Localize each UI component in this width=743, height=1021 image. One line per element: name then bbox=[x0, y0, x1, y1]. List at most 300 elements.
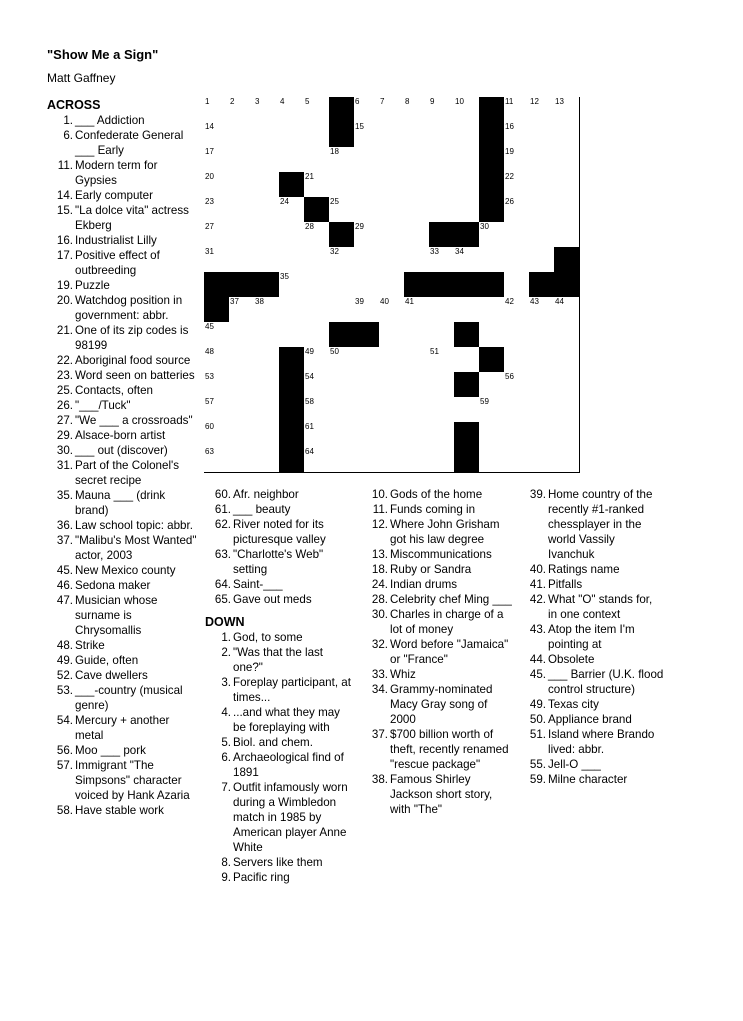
clue-number: 62. bbox=[214, 518, 231, 531]
grid-cell[interactable] bbox=[504, 147, 530, 173]
grid-cell[interactable] bbox=[429, 147, 455, 173]
grid-cell[interactable] bbox=[429, 322, 455, 348]
grid-cell[interactable] bbox=[254, 172, 280, 198]
grid-cell[interactable] bbox=[529, 397, 555, 423]
grid-cell[interactable] bbox=[254, 222, 280, 248]
clue-text: God, to some bbox=[233, 631, 303, 644]
grid-cell[interactable] bbox=[429, 422, 455, 448]
clue-number: 13. bbox=[371, 548, 388, 561]
grid-cell[interactable] bbox=[279, 122, 305, 148]
grid-cell[interactable] bbox=[454, 97, 480, 123]
grid-cell[interactable] bbox=[429, 122, 455, 148]
grid-cell[interactable] bbox=[304, 272, 330, 298]
grid-cell[interactable] bbox=[254, 372, 280, 398]
grid-cell[interactable] bbox=[529, 97, 555, 123]
clue-number: 42. bbox=[529, 593, 546, 606]
grid-cell[interactable] bbox=[429, 197, 455, 223]
grid-cell[interactable] bbox=[229, 97, 255, 123]
down-clue bbox=[362, 562, 514, 577]
grid-cell[interactable] bbox=[479, 322, 505, 348]
grid-cell[interactable] bbox=[554, 447, 580, 473]
cell-number: 57 bbox=[205, 397, 214, 406]
grid-cell[interactable] bbox=[529, 172, 555, 198]
clue-number: 11. bbox=[372, 503, 388, 516]
clue-text: ...and what they may be foreplaying with bbox=[233, 706, 340, 734]
grid-cell[interactable] bbox=[529, 347, 555, 373]
clue-text: Pitfalls bbox=[548, 578, 583, 591]
grid-cell[interactable] bbox=[304, 97, 330, 123]
grid-cell[interactable] bbox=[529, 322, 555, 348]
grid-cell[interactable] bbox=[354, 172, 380, 198]
grid-cell[interactable] bbox=[454, 147, 480, 173]
cell-number: 51 bbox=[430, 347, 439, 356]
clue-number: 47. bbox=[56, 594, 73, 607]
grid-cell[interactable] bbox=[479, 397, 505, 423]
across-clue bbox=[47, 533, 197, 563]
grid-cell[interactable] bbox=[554, 197, 580, 223]
grid-cell[interactable] bbox=[204, 397, 230, 423]
grid-cell[interactable] bbox=[329, 197, 355, 223]
grid-cell[interactable] bbox=[479, 422, 505, 448]
grid-cell[interactable] bbox=[329, 297, 355, 323]
grid-cell[interactable] bbox=[479, 297, 505, 323]
grid-cell[interactable] bbox=[304, 297, 330, 323]
grid-cell[interactable] bbox=[554, 347, 580, 373]
grid-cell[interactable] bbox=[354, 447, 380, 473]
grid-cell[interactable] bbox=[554, 297, 580, 323]
grid-cell[interactable] bbox=[329, 422, 355, 448]
across-clue bbox=[47, 113, 197, 128]
clue-text: Grammy-nominated Macy Gray song of 2000 bbox=[390, 683, 493, 726]
grid-cell[interactable] bbox=[204, 247, 230, 273]
grid-cell[interactable] bbox=[404, 247, 430, 273]
grid-cell[interactable] bbox=[429, 172, 455, 198]
grid-cell[interactable] bbox=[204, 172, 230, 198]
across-clue bbox=[47, 683, 197, 713]
grid-cell[interactable] bbox=[304, 172, 330, 198]
grid-cell[interactable] bbox=[554, 222, 580, 248]
grid-cell[interactable] bbox=[354, 397, 380, 423]
across-clue bbox=[47, 128, 197, 158]
grid-cell[interactable] bbox=[404, 372, 430, 398]
down-clue bbox=[205, 645, 355, 675]
grid-cell[interactable] bbox=[379, 122, 405, 148]
cell-number: 50 bbox=[330, 347, 339, 356]
grid-cell[interactable] bbox=[454, 197, 480, 223]
grid-cell[interactable] bbox=[229, 247, 255, 273]
grid-cell[interactable] bbox=[304, 422, 330, 448]
grid-cell[interactable] bbox=[354, 422, 380, 448]
clue-number: 15. bbox=[56, 204, 73, 217]
black-square bbox=[329, 322, 355, 348]
grid-cell[interactable] bbox=[204, 347, 230, 373]
grid-cell[interactable] bbox=[329, 147, 355, 173]
across-clue bbox=[47, 563, 197, 578]
grid-cell[interactable] bbox=[379, 397, 405, 423]
clue-number: 39. bbox=[529, 488, 546, 501]
clue-number: 40. bbox=[529, 563, 546, 576]
grid-cell[interactable] bbox=[404, 122, 430, 148]
grid-cell[interactable] bbox=[554, 397, 580, 423]
grid-cell[interactable] bbox=[454, 172, 480, 198]
grid-cell[interactable] bbox=[554, 372, 580, 398]
grid-cell[interactable] bbox=[554, 147, 580, 173]
grid-cell[interactable] bbox=[429, 247, 455, 273]
grid-cell[interactable] bbox=[504, 197, 530, 223]
cell-number: 24 bbox=[280, 197, 289, 206]
grid-cell[interactable] bbox=[279, 197, 305, 223]
grid-cell[interactable] bbox=[454, 122, 480, 148]
grid-cell[interactable] bbox=[504, 347, 530, 373]
grid-cell[interactable] bbox=[304, 447, 330, 473]
grid-cell[interactable] bbox=[204, 372, 230, 398]
clue-number: 24. bbox=[371, 578, 388, 591]
grid-cell[interactable] bbox=[479, 222, 505, 248]
grid-cell[interactable] bbox=[529, 447, 555, 473]
clue-text: Servers like them bbox=[233, 856, 323, 869]
across-clue bbox=[205, 517, 355, 547]
grid-cell[interactable] bbox=[404, 397, 430, 423]
grid-cell[interactable] bbox=[454, 397, 480, 423]
clue-text: Biol. and chem. bbox=[233, 736, 313, 749]
grid-cell[interactable] bbox=[229, 222, 255, 248]
clue-text: Indian drums bbox=[390, 578, 458, 591]
down-clue bbox=[520, 712, 664, 727]
grid-cell[interactable] bbox=[354, 372, 380, 398]
grid-cell[interactable] bbox=[304, 247, 330, 273]
across-clue bbox=[47, 638, 197, 653]
grid-cell[interactable] bbox=[529, 147, 555, 173]
grid-cell[interactable] bbox=[379, 197, 405, 223]
down-clue bbox=[205, 735, 355, 750]
grid-cell[interactable] bbox=[229, 297, 255, 323]
grid-cell[interactable] bbox=[229, 422, 255, 448]
grid-cell[interactable] bbox=[504, 247, 530, 273]
grid-cell[interactable] bbox=[279, 297, 305, 323]
clue-text: Jell-O ___ bbox=[548, 758, 601, 771]
down-clue bbox=[520, 757, 664, 772]
grid-cell[interactable] bbox=[529, 297, 555, 323]
grid-cell[interactable] bbox=[229, 147, 255, 173]
grid-cell[interactable] bbox=[354, 272, 380, 298]
down-clue bbox=[520, 592, 664, 622]
grid-cell[interactable] bbox=[279, 272, 305, 298]
grid-cell[interactable] bbox=[554, 97, 580, 123]
grid-cell[interactable] bbox=[204, 122, 230, 148]
grid-cell[interactable] bbox=[329, 272, 355, 298]
clue-text: Mercury + another metal bbox=[75, 714, 170, 742]
grid-cell[interactable] bbox=[229, 122, 255, 148]
clue-number: 32. bbox=[371, 638, 388, 651]
grid-cell[interactable] bbox=[379, 347, 405, 373]
grid-cell[interactable] bbox=[429, 97, 455, 123]
grid-cell[interactable] bbox=[229, 372, 255, 398]
clue-text: Ratings name bbox=[548, 563, 620, 576]
grid-cell[interactable] bbox=[479, 447, 505, 473]
grid-cell[interactable] bbox=[504, 97, 530, 123]
grid-cell[interactable] bbox=[379, 97, 405, 123]
grid-cell[interactable] bbox=[454, 347, 480, 373]
grid-cell[interactable] bbox=[229, 322, 255, 348]
down-clue bbox=[520, 667, 664, 697]
grid-cell[interactable] bbox=[554, 172, 580, 198]
cell-number: 19 bbox=[505, 147, 514, 156]
grid-cell[interactable] bbox=[529, 197, 555, 223]
grid-cell[interactable] bbox=[404, 322, 430, 348]
down-clue bbox=[520, 697, 664, 712]
cell-number: 42 bbox=[505, 297, 514, 306]
clue-text: $700 billion worth of theft, recently renamed "rescue package" bbox=[390, 728, 509, 771]
grid-cell[interactable] bbox=[229, 197, 255, 223]
grid-cell[interactable] bbox=[304, 397, 330, 423]
cell-number: 3 bbox=[255, 97, 260, 106]
grid-cell[interactable] bbox=[529, 372, 555, 398]
grid-cell[interactable] bbox=[379, 297, 405, 323]
clue-number: 23. bbox=[56, 369, 73, 382]
grid-cell[interactable] bbox=[304, 222, 330, 248]
grid-cell[interactable] bbox=[329, 247, 355, 273]
cell-number: 4 bbox=[280, 97, 285, 106]
grid-cell[interactable] bbox=[304, 347, 330, 373]
puzzle-title: "Show Me a Sign" bbox=[47, 47, 159, 62]
cell-number: 1 bbox=[205, 97, 210, 106]
grid-cell[interactable] bbox=[404, 222, 430, 248]
grid-cell[interactable] bbox=[404, 297, 430, 323]
grid-cell[interactable] bbox=[204, 322, 230, 348]
cell-number: 41 bbox=[405, 297, 414, 306]
grid-cell[interactable] bbox=[254, 297, 280, 323]
black-square bbox=[229, 272, 255, 298]
clue-number: 37. bbox=[371, 728, 388, 741]
clue-number: 65. bbox=[214, 593, 231, 606]
clue-text: Strike bbox=[75, 639, 105, 652]
across-clue bbox=[47, 653, 197, 668]
black-square bbox=[454, 447, 480, 473]
grid-cell[interactable] bbox=[529, 422, 555, 448]
grid-cell[interactable] bbox=[254, 197, 280, 223]
clue-number: 38. bbox=[371, 773, 388, 786]
grid-cell[interactable] bbox=[504, 272, 530, 298]
grid-cell[interactable] bbox=[254, 422, 280, 448]
cell-number: 23 bbox=[205, 197, 214, 206]
grid-cell[interactable] bbox=[354, 297, 380, 323]
down-clue bbox=[205, 855, 355, 870]
grid-cell[interactable] bbox=[479, 372, 505, 398]
clue-text: Guide, often bbox=[75, 654, 139, 667]
grid-cell[interactable] bbox=[279, 147, 305, 173]
grid-cell[interactable] bbox=[504, 372, 530, 398]
grid-cell[interactable] bbox=[354, 122, 380, 148]
grid-cell[interactable] bbox=[554, 122, 580, 148]
grid-cell[interactable] bbox=[354, 97, 380, 123]
down-clue bbox=[362, 577, 514, 592]
grid-cell[interactable] bbox=[229, 447, 255, 473]
clue-number: 31. bbox=[56, 459, 73, 472]
grid-cell[interactable] bbox=[429, 372, 455, 398]
grid-cell[interactable] bbox=[254, 347, 280, 373]
grid-cell[interactable] bbox=[379, 172, 405, 198]
grid-cell[interactable] bbox=[504, 447, 530, 473]
clue-number: 8. bbox=[221, 856, 231, 869]
grid-cell[interactable] bbox=[204, 97, 230, 123]
clue-text: Mauna ___ (drink brand) bbox=[75, 489, 166, 517]
cell-number: 47 bbox=[455, 322, 464, 331]
grid-cell[interactable] bbox=[304, 372, 330, 398]
grid-cell[interactable] bbox=[429, 447, 455, 473]
grid-cell[interactable] bbox=[329, 347, 355, 373]
grid-cell[interactable] bbox=[504, 422, 530, 448]
grid-cell[interactable] bbox=[279, 97, 305, 123]
grid-cell[interactable] bbox=[204, 197, 230, 223]
clue-number: 9. bbox=[221, 871, 231, 884]
grid-cell[interactable] bbox=[429, 347, 455, 373]
grid-cell[interactable] bbox=[354, 247, 380, 273]
across-clue bbox=[47, 713, 197, 743]
grid-cell[interactable] bbox=[454, 247, 480, 273]
grid-cell[interactable] bbox=[229, 172, 255, 198]
down-clue bbox=[362, 592, 514, 607]
clue-number: 33. bbox=[371, 668, 388, 681]
cell-number: 55 bbox=[455, 372, 464, 381]
clue-text: Industrialist Lilly bbox=[75, 234, 157, 247]
cell-number: 52 bbox=[480, 347, 489, 356]
cell-number: 46 bbox=[355, 322, 364, 331]
grid-cell[interactable] bbox=[254, 147, 280, 173]
grid-cell[interactable] bbox=[379, 447, 405, 473]
grid-cell[interactable] bbox=[354, 147, 380, 173]
grid-cell[interactable] bbox=[379, 147, 405, 173]
clue-text: ___ Addiction bbox=[75, 114, 145, 127]
grid-cell[interactable] bbox=[404, 447, 430, 473]
clue-text: Gave out meds bbox=[233, 593, 312, 606]
grid-cell[interactable] bbox=[404, 422, 430, 448]
grid-cell[interactable] bbox=[229, 347, 255, 373]
down-clue bbox=[362, 547, 514, 562]
clue-number: 44. bbox=[529, 653, 546, 666]
grid-cell[interactable] bbox=[404, 197, 430, 223]
grid-cell[interactable] bbox=[329, 447, 355, 473]
grid-cell[interactable] bbox=[404, 172, 430, 198]
clue-text: "Malibu's Most Wanted" actor, 2003 bbox=[75, 534, 197, 562]
cell-number: 61 bbox=[305, 422, 314, 431]
grid-cell[interactable] bbox=[329, 372, 355, 398]
grid-cell[interactable] bbox=[379, 422, 405, 448]
grid-cell[interactable] bbox=[379, 272, 405, 298]
down-clue bbox=[520, 652, 664, 667]
grid-cell[interactable] bbox=[429, 297, 455, 323]
across-clue bbox=[47, 203, 197, 233]
cell-number: 20 bbox=[205, 172, 214, 181]
grid-cell[interactable] bbox=[254, 122, 280, 148]
grid-cell[interactable] bbox=[404, 147, 430, 173]
grid-cell[interactable] bbox=[479, 247, 505, 273]
grid-cell[interactable] bbox=[504, 297, 530, 323]
grid-cell[interactable] bbox=[254, 447, 280, 473]
grid-cell[interactable] bbox=[204, 222, 230, 248]
grid-cell[interactable] bbox=[504, 172, 530, 198]
grid-cell[interactable] bbox=[379, 247, 405, 273]
clue-text: Appliance brand bbox=[548, 713, 632, 726]
clue-number: 6. bbox=[221, 751, 231, 764]
grid-cell[interactable] bbox=[304, 147, 330, 173]
grid-cell[interactable] bbox=[204, 422, 230, 448]
clue-text: New Mexico county bbox=[75, 564, 176, 577]
grid-cell[interactable] bbox=[254, 322, 280, 348]
clue-text: Afr. neighbor bbox=[233, 488, 299, 501]
grid-cell[interactable] bbox=[329, 397, 355, 423]
grid-cell[interactable] bbox=[529, 222, 555, 248]
clue-number: 20. bbox=[56, 294, 73, 307]
grid-cell[interactable] bbox=[404, 97, 430, 123]
grid-cell[interactable] bbox=[204, 147, 230, 173]
grid-cell[interactable] bbox=[554, 322, 580, 348]
grid-cell[interactable] bbox=[504, 122, 530, 148]
clue-text: Pacific ring bbox=[233, 871, 290, 884]
cell-number: 22 bbox=[505, 172, 514, 181]
grid-cell[interactable] bbox=[529, 122, 555, 148]
grid-cell[interactable] bbox=[529, 247, 555, 273]
grid-cell[interactable] bbox=[304, 122, 330, 148]
clue-text: Alsace-born artist bbox=[75, 429, 166, 442]
grid-cell[interactable] bbox=[354, 347, 380, 373]
grid-cell[interactable] bbox=[204, 447, 230, 473]
clue-text: Famous Shirley Jackson short story, with "The" bbox=[390, 773, 493, 816]
grid-cell[interactable] bbox=[304, 322, 330, 348]
cell-number: 37 bbox=[230, 297, 239, 306]
down-clue bbox=[520, 487, 664, 562]
cell-number: 34 bbox=[455, 247, 464, 256]
grid-cell[interactable] bbox=[279, 222, 305, 248]
black-square bbox=[279, 347, 305, 373]
grid-cell[interactable] bbox=[254, 97, 280, 123]
grid-cell[interactable] bbox=[254, 247, 280, 273]
clue-number: 29. bbox=[56, 429, 73, 442]
clue-text: Aboriginal food source bbox=[75, 354, 191, 367]
clue-text: Puzzle bbox=[75, 279, 110, 292]
clue-text: Atop the item I'm pointing at bbox=[548, 623, 635, 651]
clue-column-1 bbox=[47, 98, 197, 818]
black-square bbox=[454, 222, 480, 248]
cell-number: 15 bbox=[355, 122, 364, 131]
across-clue bbox=[47, 248, 197, 278]
clue-text: Positive effect of outbreeding bbox=[75, 249, 160, 277]
grid-cell[interactable] bbox=[229, 397, 255, 423]
grid-cell[interactable] bbox=[504, 222, 530, 248]
black-square bbox=[304, 197, 330, 223]
grid-cell[interactable] bbox=[379, 222, 405, 248]
grid-cell[interactable] bbox=[504, 322, 530, 348]
across-clue bbox=[47, 743, 197, 758]
grid-cell[interactable] bbox=[554, 422, 580, 448]
grid-cell[interactable] bbox=[379, 372, 405, 398]
grid-cell[interactable] bbox=[279, 322, 305, 348]
grid-cell[interactable] bbox=[379, 322, 405, 348]
clue-number: 1. bbox=[221, 631, 231, 644]
grid-cell[interactable] bbox=[504, 397, 530, 423]
clue-text: Where John Grisham got his law degree bbox=[390, 518, 500, 546]
clue-number: 35. bbox=[56, 489, 73, 502]
grid-cell[interactable] bbox=[454, 297, 480, 323]
grid-cell[interactable] bbox=[429, 397, 455, 423]
grid-cell[interactable] bbox=[354, 222, 380, 248]
black-square bbox=[479, 97, 505, 123]
grid-cell[interactable] bbox=[404, 347, 430, 373]
grid-cell[interactable] bbox=[254, 397, 280, 423]
grid-cell[interactable] bbox=[279, 247, 305, 273]
clue-number: 36. bbox=[56, 519, 73, 532]
grid-cell[interactable] bbox=[354, 197, 380, 223]
grid-cell[interactable] bbox=[329, 172, 355, 198]
